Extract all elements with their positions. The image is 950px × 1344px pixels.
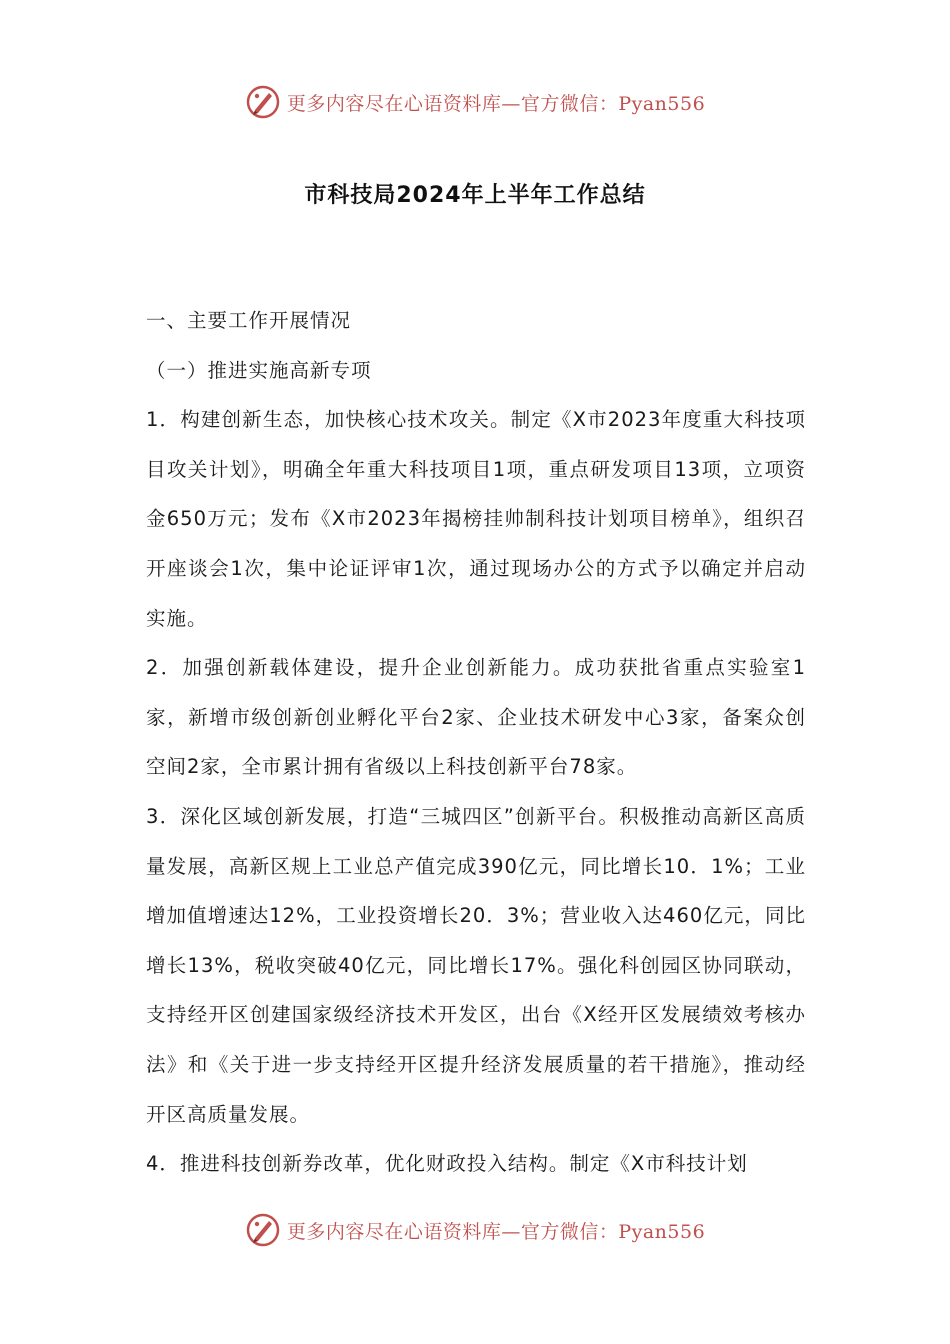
paragraph: 3．深化区域创新发展，打造“三城四区”创新平台。积极推动高新区高质量发展，高新区规上工业总产值完成390亿元，同比增长10．1%；工业增加值增速达12%，工业投资增长20．3%；营业收入达460亿元，同比增长13%，税收突破40亿元，同比增长17%。强化科创园区协同联动，支持经开区创建国家级经济技术开发区，出台《X经开区发展绩效考核办法》和《关于进一步支持经开区提升经济发展质量的若干措施》，推动经开区高质量发展。 [146, 804, 806, 1126]
document-body [146, 296, 806, 1189]
document-title: 市科技局2024年上半年工作总结 [304, 183, 646, 208]
section-heading: 一、主要工作开展情况 [146, 309, 352, 332]
watermark-text: 更多内容尽在心语资料库—官方微信：Pyan556 [286, 1220, 706, 1243]
pen-seal-icon [245, 1212, 281, 1248]
pen-seal-icon [245, 84, 281, 120]
header-watermark [0, 82, 950, 122]
footer-watermark [0, 1210, 950, 1250]
paragraph: 2．加强创新载体建设，提升企业创新能力。成功获批省重点实验室1家，新增市级创新创业孵化平台2家、企业技术研发中心3家，备案众创空间2家，全市累计拥有省级以上科技创新平台78家。 [146, 656, 806, 779]
watermark-text: 更多内容尽在心语资料库—官方微信：Pyan556 [286, 92, 706, 115]
subsection-heading: （一）推进实施高新专项 [146, 358, 372, 382]
paragraph: 4．推进科技创新券改革，优化财政投入结构。制定《X市科技计划 [146, 1152, 748, 1176]
paragraph: 1．构建创新生态，加快核心技术攻关。制定《X市2023年度重大科技项目攻关计划》，明确全年重大科技项目1项，重点研发项目13项，立项资金650万元；发布《X市2023年揭榜挂帅制科技计划项目榜单》，组织召开座谈会1次，集中论证评审1次，通过现场办公的方式予以确定并启动实施。 [146, 408, 806, 630]
